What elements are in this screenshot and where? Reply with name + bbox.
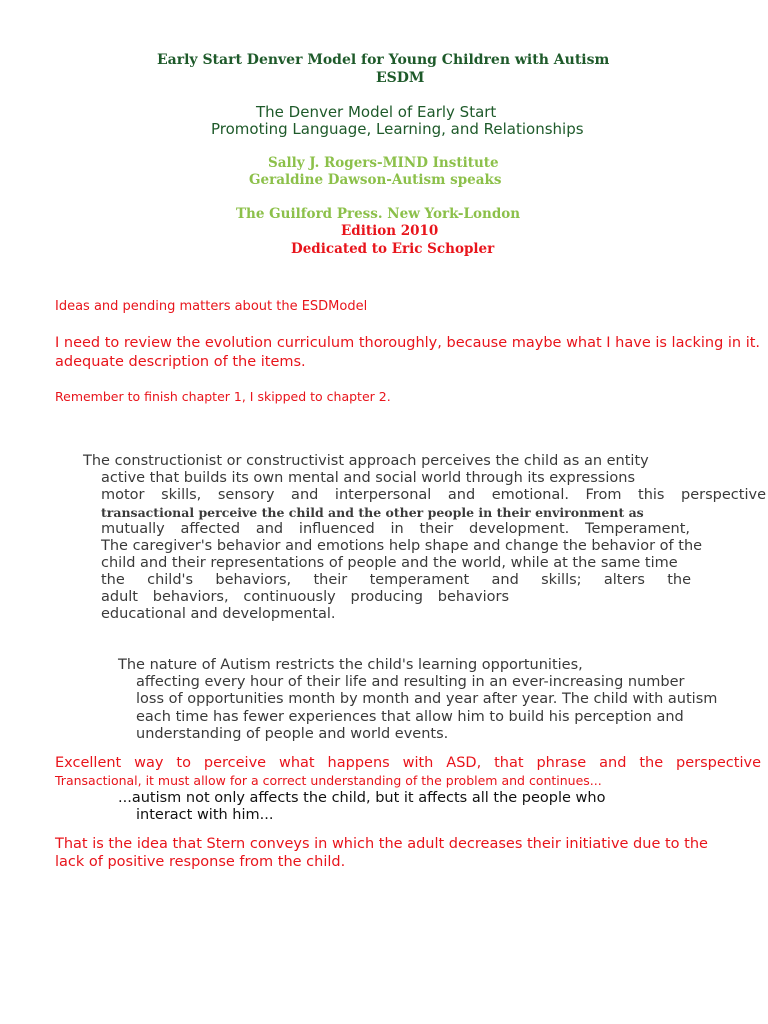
bullet-1-line-9: adult behaviors, continuously producing behaviors <box>101 589 509 605</box>
bullet-2-line-1: The nature of Autism restricts the child's learning opportunities, <box>118 657 583 673</box>
bullet-1-line-4: transactional perceive the child and the other people in their environment as <box>101 505 644 520</box>
review-note-line-2: adequate description of the items. <box>55 354 306 370</box>
bullet-1-line-10: educational and developmental. <box>101 606 336 622</box>
comment-1-line-2: Transactional, it must allow for a correct understanding of the problem and continues... <box>55 773 602 788</box>
bullet-2-first-line <box>114 657 583 673</box>
bullet-2-line-2: affecting every hour of their life and resulting in an ever-increasing number <box>136 674 685 690</box>
bullet-2-line-3: loss of opportunities month by month and year after year. The child with autism <box>136 691 718 707</box>
author-1: Sally J. Rogers-MIND Institute <box>268 155 499 171</box>
bullet-3-line-1: ...autism not only affects the child, but it affects all the people who <box>118 790 606 806</box>
subtitle-line-2: Promoting Language, Learning, and Relationships <box>211 120 584 138</box>
bullet-1-line-5: mutually affected and influenced in their development. Temperament, <box>101 521 690 537</box>
publisher: The Guilford Press. New York-London <box>236 206 521 222</box>
reminder-note: Remember to finish chapter 1, I skipped to chapter 2. <box>55 389 391 404</box>
notes-heading: Ideas and pending matters about the ESDModel <box>55 299 368 314</box>
bullet-1-line-7: child and their representations of people and the world, while at the same time <box>101 555 678 571</box>
bullet-1-line-2: active that builds its own mental and social world through its expressions <box>101 470 636 486</box>
edition: Edition 2010 <box>341 223 439 239</box>
bullet-1-line-8: the child's behaviors, their temperament and skills; alters the <box>101 572 691 588</box>
comment-2-line-2: lack of positive response from the child. <box>55 854 346 870</box>
comment-1-line-1: Excellent way to perceive what happens with ASD, that phrase and the perspective <box>55 755 761 771</box>
subtitle-line-1: The Denver Model of Early Start <box>256 103 497 121</box>
dedication: Dedicated to Eric Schopler <box>291 241 495 257</box>
bullet-3-first-line <box>114 790 605 806</box>
review-note-line-1: I need to review the evolution curriculum thoroughly, because maybe what I have is lacking in it. <box>55 335 761 351</box>
bullet-3-line-2: interact with him... <box>136 807 274 823</box>
bullet-1-line-6: The caregiver's behavior and emotions help shape and change the behavior of the <box>101 538 703 554</box>
document-acronym: ESDM <box>376 70 425 86</box>
bullet-1-line-3: motor skills, sensory and interpersonal and emotional. From this perspective <box>101 487 766 503</box>
bullet-2-line-5: understanding of people and world events. <box>136 726 449 742</box>
bullet-2-line-4: each time has fewer experiences that allow him to build his perception and <box>136 709 684 725</box>
author-2: Geraldine Dawson-Autism speaks <box>249 172 502 188</box>
bullet-1-first-line <box>79 453 649 469</box>
document-title: Early Start Denver Model for Young Children with Autism <box>157 52 610 68</box>
comment-2-line-1: That is the idea that Stern conveys in which the adult decreases their initiative due to the <box>55 836 708 852</box>
bullet-1-line-1: The constructionist or constructivist approach perceives the child as an entity <box>83 453 649 469</box>
